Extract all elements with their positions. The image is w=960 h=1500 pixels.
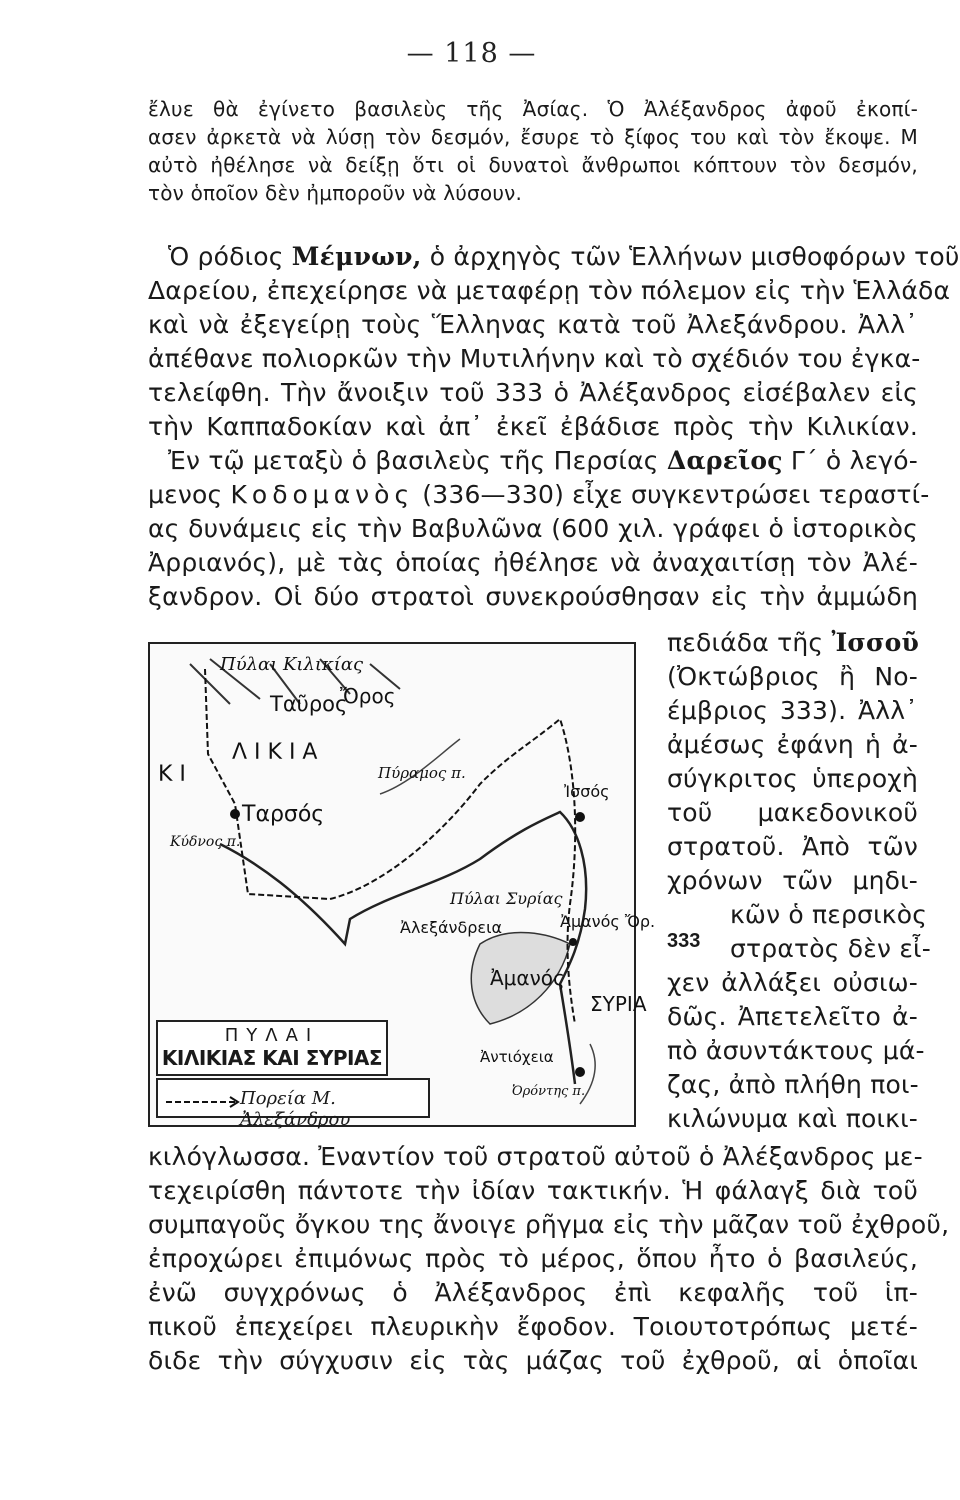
legend-title-top: ΠΥΛΑΙ (224, 1025, 320, 1046)
side-line: τοῦ μακεδονικοῦ (667, 798, 918, 827)
side-line: (Ὀκτώβριος ἢ Νο- (667, 662, 918, 691)
label-pyramos: Πύραμος π. (378, 764, 466, 782)
para1-line: Δαρείου, ἐπεχείρησε νὰ μεταφέρῃ τὸν πόλεμον εἰς τὴν Ἑλλάδα (148, 276, 951, 305)
side-line: ζας, ἀπὸ πλήθη ποι- (667, 1070, 919, 1099)
legend-route-label: Πορεία Μ. Ἀλεξάνδρου (240, 1088, 351, 1130)
label-issos: Ἰσσός (564, 782, 610, 801)
label-syria: ΣΥΡΙΑ (590, 992, 647, 1016)
label-pylai-kilikias: Πύλαι Κιλικίας (220, 654, 364, 675)
name-issou: Ἰσσοῦ (831, 628, 920, 657)
side-line: κῶν ὁ περσικὸς (730, 900, 928, 929)
side-line: στρατὸς δὲν εἶ- (730, 934, 931, 963)
para2-line (168, 444, 918, 478)
label-antiocheia: Ἀντιόχεια (480, 1048, 554, 1066)
side-line: έμβριος 333). Ἀλλ᾿ (667, 696, 918, 725)
label-tauros: Ταῦρος (270, 692, 348, 716)
side-line: δῶς. Ἀπετελεῖτο ἀ- (667, 1002, 918, 1031)
text-run: (336—330) εἶχε συγκεντρώσει τεραστί- (422, 480, 930, 509)
label-ki: Κ Ι (158, 762, 186, 787)
label-amanos: Ἀμανός (490, 966, 565, 990)
para2-line: ἐπροχώρει ἐπιμόνως πρὸς τὸ μέρος, ὅπου ἦτο ὁ βασιλεύς, (148, 1244, 918, 1273)
text-run: ὁ ἀρχηγὸς τῶν Ἑλλήνων μισθοφόρων τοῦ (429, 242, 960, 271)
para2-line: Ἀρριανός), μὲ τὰς ὁποίας ἠθέλησε νὰ ἀναχαιτίσῃ τὸν Ἀλέ- (148, 548, 918, 577)
para2-line: ας δυνάμεις εἰς τὴν Βαβυλῶνα (600 χιλ. γράφει ὁ ἱστορικὸς (148, 514, 918, 543)
city-dot (575, 1067, 585, 1077)
text-run: Ἐν τῷ μεταξὺ ὁ βασιλεὺς τῆς Περσίας (168, 446, 659, 475)
side-line (667, 626, 918, 660)
intro-line: ἔλυε θὰ ἐγίνετο βασιλεὺς τῆς Ἀσίας. Ὁ Ἀλέξανδρος ἀφοῦ ἐκοπί- (148, 97, 918, 121)
text-run: μενος (148, 480, 223, 509)
side-line: στρατοῦ. Ἀπὸ τῶν (667, 832, 918, 861)
para2-line: ξανδρον. Οἱ δύο στρατοὶ συνεκρούσθησαν εἰς τὴν ἀμμώδη (148, 582, 918, 611)
label-likia: Λ Ι Κ Ι Α (232, 740, 318, 765)
para2-line: πικοῦ ἐπεχείρει πλευρικὴν ἔφοδον. Τοιουτοτρόπως μετέ- (148, 1312, 918, 1341)
side-line: ἀμέσως ἐφάνη ἡ ἀ- (667, 730, 918, 759)
city-dot (230, 809, 240, 819)
label-alexandreia: Ἀλεξάνδρεια (400, 918, 503, 937)
side-line: σύγκριτος ὑπεροχὴ (667, 764, 918, 793)
label-amanos-oros: Ἀμανός Ὄρ. (560, 912, 656, 931)
map-legend-title (156, 1020, 388, 1076)
margin-number: 333 (667, 930, 701, 952)
map-figure (148, 642, 656, 1130)
name-kodomanos: Κοδομανὸς (230, 480, 415, 509)
map-legend-route (156, 1078, 430, 1130)
text-run: Ὁ ρόδιος (168, 242, 284, 271)
para2-line: συμπαγοῦς ὄγκου της ἄνοιγε ρῆγμα εἰς τὴν μᾶζαν τοῦ ἐχθροῦ, (148, 1210, 950, 1239)
page-number: — 118 — (406, 38, 537, 69)
label-oros: Ὄρος (340, 684, 396, 708)
para1-line: καὶ νὰ ἐξεγείρῃ τοὺς Ἕλληνας κατὰ τοῦ Ἀλεξάνδρου. Ἀλλ᾿ (148, 310, 918, 339)
side-line: κιλώνυμα καὶ ποικι- (667, 1104, 918, 1133)
intro-line: τὸν ὁποῖον δὲν ἠμποροῦν νὰ λύσουν. (148, 181, 523, 205)
text-run: πεδιάδα τῆς (667, 628, 824, 657)
para2-line (148, 478, 930, 512)
side-line: χεν ἀλλάξει οὐσιω- (667, 968, 918, 997)
para2-line: διδε τὴν σύγχυσιν εἰς τὰς μάζας τοῦ ἐχθροῦ, αἱ ὁποῖαι (148, 1346, 918, 1375)
para2-line: τεχειρίσθη πάντοτε τὴν ἰδίαν τακτικήν. Ἡ φάλαγξ διὰ τοῦ (148, 1176, 918, 1205)
label-tarsos: Ταρσός (242, 802, 325, 827)
legend-title-bottom: ΚΙΛΙΚΙΑΣ ΚΑΙ ΣΥΡΙΑΣ (161, 1046, 383, 1070)
name-memnon: Μέμνων, (291, 242, 422, 271)
side-line: πὸ ἀσυντάκτους μά- (667, 1036, 925, 1065)
intro-line: ασεν ἀρκετὰ νὰ λύσῃ τὸν δεσμόν, ἔσυρε τὸ ξίφος του καὶ τὸν ἔκοψε. Μ (148, 125, 918, 149)
label-orontes: Ὀρόντης π. (512, 1084, 586, 1099)
para1-line: ἀπέθανε πολιορκῶν τὴν Μυτιλήνην καὶ τὸ σχέδιόν του ἐγκα- (148, 344, 921, 373)
side-line: χρόνων τῶν μηδι- (667, 866, 918, 895)
text-run: Γ΄ ὁ λεγό- (790, 446, 918, 475)
para1-line (168, 240, 960, 274)
city-dot (569, 938, 577, 946)
para2-line: ἐνῶ συγχρόνως ὁ Ἀλέξανδρος ἐπὶ κεφαλῆς τοῦ ἱπ- (148, 1278, 918, 1307)
name-dareios: Δαρεῖος (666, 446, 783, 475)
label-kydnos: Κύδνος π. (170, 834, 241, 850)
para1-line: τὴν Καππαδοκίαν καὶ ἀπ᾿ ἐκεῖ ἐβάδισε πρὸς τὴν Κιλικίαν. (148, 412, 918, 441)
city-dot (575, 812, 585, 822)
intro-line: αὐτὸ ἠθέλησε νὰ δείξῃ ὅτι οἱ δυνατοὶ ἄνθρωποι κόπτουν τὸν δεσμόν, (148, 153, 918, 177)
para1-line: τελείφθη. Τὴν ἄνοιξιν τοῦ 333 ὁ Ἀλέξανδρος εἰσέβαλεν εἰς (148, 378, 918, 407)
route-sample (162, 1080, 242, 1116)
label-pylai-syrias: Πύλαι Συρίας (450, 889, 563, 908)
para2-line: κιλόγλωσσα. Ἐναντίον τοῦ στρατοῦ αὐτοῦ ὁ Ἀλέξανδρος με- (148, 1142, 923, 1171)
